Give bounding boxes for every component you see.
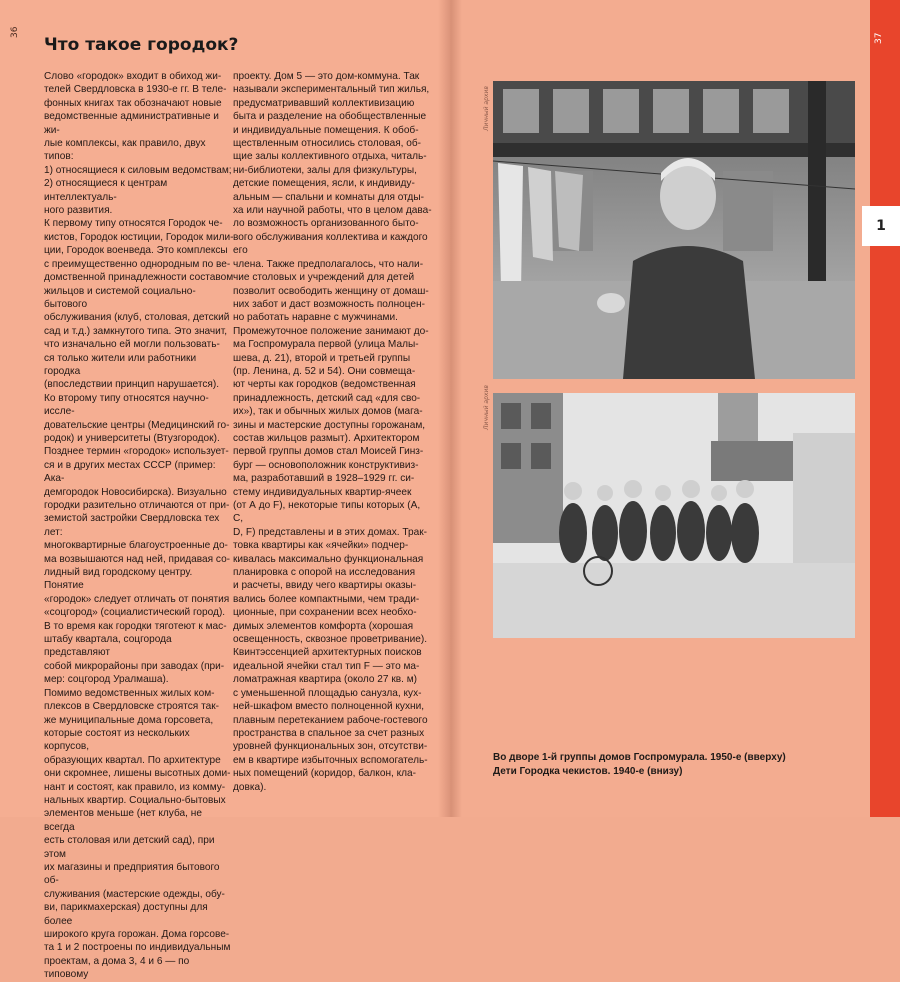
text-line: проектам, а дома 3, 4 и 6 — по типовому — [44, 955, 190, 981]
text-line: бург — основоположник конструктивиз- — [233, 459, 419, 471]
text-line: освещенность, сквозное проветривание). — [233, 634, 428, 646]
photo-courtyard-woman — [493, 81, 855, 379]
text-line: проекту. Дом 5 — это дом-коммуна. Так — [233, 71, 420, 82]
text-line: ся и в других местах СССР (пример: Ака- — [44, 459, 216, 485]
text-column-2 — [233, 70, 433, 794]
text-line: та 1 и 2 построены по индивидуальным — [44, 942, 231, 954]
text-line: и расчеты, ввиду чего квартиры оказы- — [233, 580, 417, 592]
text-line: ви, парикмахерская) доступны для более — [44, 902, 208, 927]
text-line: ма возвышаются над ней, придавая со- — [44, 553, 231, 565]
text-line: с преимущественно однородным по ве- — [44, 258, 231, 270]
text-line: ных помещений (коридор, балкон, кла- — [233, 768, 417, 780]
text-line: ного развития. — [44, 205, 113, 217]
text-line: мер: соцгород Уралмаша). — [44, 674, 169, 686]
text-line: стему индивидуальных квартир-ячеек — [233, 486, 412, 498]
text-line: Слово «городок» входит в обиход жи- — [44, 71, 222, 82]
photo-children-image — [493, 393, 855, 638]
text-line: К первому типу относятся Городок че- — [44, 218, 223, 230]
text-line: с уменьшенной площадью санузла, кух- — [233, 687, 422, 699]
text-line: земистой застройки Свердловска тех лет: — [44, 513, 220, 538]
book-gutter — [438, 0, 462, 817]
text-line: и индивидуальные помещения. К обоб- — [233, 124, 419, 136]
text-line: ло возможность организованного быто- — [233, 218, 419, 230]
text-line: лые комплексы, как правило, двух типов: — [44, 138, 206, 163]
text-line: их магазины и предприятия бытового об- — [44, 861, 220, 887]
text-line: 1) относящиеся к силовым ведомствам; — [44, 164, 232, 176]
text-line: «соцгород» (социалистический город). — [44, 607, 226, 619]
page-title: Что такое городок? — [44, 35, 239, 55]
photo-caption — [493, 751, 833, 779]
chapter-accent-bar — [870, 0, 900, 817]
text-line: 2) относящиеся к центрам интеллектуаль- — [44, 178, 168, 203]
text-line: широкого круга горожан. Дома горсове- — [44, 929, 230, 940]
photo-credit-bottom: Личный архив — [483, 385, 490, 430]
text-line: (впоследствии принцип нарушается). — [44, 379, 220, 391]
text-line: зины и мастерские доступны горожанам, — [233, 419, 426, 431]
text-line: состав жильцов размыт). Архитектором — [233, 432, 420, 444]
text-line: нальных квартир. Социально-бытовых — [44, 794, 226, 806]
text-line: их»), так и обычных жилых домов (мага- — [233, 406, 423, 418]
text-line: Квинтэссенцией архитектурных поисков — [233, 647, 422, 659]
text-line: образующих квартал. По архитектуре — [44, 754, 221, 766]
text-line: же муниципальные дома горсовета, — [44, 714, 214, 726]
text-line: они скромнее, лишены высотных доми- — [44, 768, 231, 780]
text-line: ма Госпромурала первой (улица Малы- — [233, 339, 419, 351]
text-line: уровней функциональных зон, отсутстви- — [233, 741, 428, 753]
photo-courtyard-image — [493, 81, 855, 379]
text-line: но работать наравне с мужчинами. — [233, 312, 398, 324]
text-line: довка). — [233, 781, 267, 793]
text-line: родок) и университеты (Втузгородок). — [44, 432, 220, 444]
text-line: позволит освободить женщину от домаш- — [233, 285, 429, 297]
text-line: ции, Городок военведа. Это комплексы — [44, 245, 228, 257]
text-line: D, F) представлены и в этих домах. Трак- — [233, 526, 427, 538]
text-column-1 — [44, 70, 234, 982]
text-line: собой микрорайоны при заводах (при- — [44, 660, 225, 672]
text-line: детские помещения, ясли, к индивиду- — [233, 178, 415, 190]
text-line: пространства в спальное за счет разных — [233, 727, 425, 739]
text-line: телей Свердловска в 1930-е гг. В теле- — [44, 84, 227, 96]
text-line: Ко второму типу относятся научно-иссле- — [44, 392, 209, 418]
text-line: есть столовая или детский сад), при этом — [44, 835, 215, 860]
text-line: довательские центры (Медицинский го- — [44, 419, 230, 431]
text-line: служивания (мастерские одежды, обу- — [44, 888, 225, 900]
text-line: лидный вид городскому центру. Понятие — [44, 567, 193, 592]
text-line: идеальной ячейки стал тип F — это ма- — [233, 660, 420, 672]
text-line: товка квартиры как «ячейки» подчер- — [233, 540, 409, 552]
left-page — [0, 0, 450, 981]
text-line: щие залы коллективного отдыха, читаль- — [233, 151, 427, 163]
text-line: ют черты как городков (ведомственная — [233, 379, 416, 391]
text-line: первой группы домов стал Моисей Гинз- — [233, 446, 424, 458]
caption-line-bottom: Дети Городка чекистов. 1940-е (внизу) — [493, 766, 683, 777]
text-line: элементов меньше (нет клуба, не всегда — [44, 808, 202, 833]
text-line: шева, д. 21), второй и третьей группы — [233, 352, 411, 364]
page-number-right: 37 — [874, 32, 884, 44]
text-line: альным — спальни и комнаты для отды- — [233, 191, 424, 203]
text-line: нант и состоят, как правило, из комму- — [44, 781, 226, 793]
text-line: планировка с опорой на исследования — [233, 567, 416, 579]
text-line: городки разительно отличаются от при- — [44, 500, 230, 511]
text-line: быта и разделение на обобществленные — [233, 111, 427, 123]
text-line: обслуживания (клуб, столовая, детский — [44, 312, 230, 324]
text-line: Промежуточное положение занимают до- — [233, 325, 429, 337]
text-line: ней-шкафом вместо полноценной кухни, — [233, 701, 425, 713]
text-line: штабу квартала, соцгорода представляют — [44, 634, 172, 659]
text-line: (пр. Ленина, д. 52 и 54). Они совмеща- — [233, 365, 416, 377]
text-line: сад и т.д.) замкнутого типа. Это значит, — [44, 325, 228, 337]
chapter-tab: 1 — [862, 206, 900, 246]
text-line: них забот и даст возможность полноцен- — [233, 298, 425, 310]
caption-line-top: Во дворе 1-й группы домов Госпромурала. 1950-е (вверху) — [493, 752, 786, 763]
text-line: которые состоят из нескольких корпусов, — [44, 727, 190, 753]
text-line: домственной принадлежности составом — [44, 272, 234, 284]
text-line: демгородок Новосибирска). Визуально — [44, 486, 227, 498]
text-line: ма, разработавший в 1928–1929 гг. си- — [233, 473, 415, 485]
text-line: жильцов и системой социально-бытового — [44, 285, 196, 310]
text-line: ся только жители или работники городка — [44, 352, 197, 377]
text-line: вого обслуживания коллектива и каждого его — [233, 231, 428, 257]
photo-credit-top: Личный архив — [483, 86, 490, 131]
text-line: кивалась максимально функциональная — [233, 553, 424, 565]
text-line: кистов, Городок юстиции, Городок мили- — [44, 231, 234, 243]
text-line: ни-библиотеки, залы для физкультуры, — [233, 164, 417, 176]
text-line: предусматривавший коллективизацию — [233, 97, 415, 109]
text-line: ществленным относились столовая, об- — [233, 138, 422, 150]
text-line: ционные, при сохранении всех необхо- — [233, 607, 417, 619]
text-line: многоквартирные благоустроенные до- — [44, 540, 228, 552]
text-line: ем в квартире избыточных вспомогатель- — [233, 754, 428, 766]
text-line: (от А до F), некоторые типы которых (А, С, — [233, 500, 421, 525]
page-number-left: 36 — [10, 26, 20, 38]
text-line: принадлежность, детский сад «для сво- — [233, 392, 421, 404]
text-line: плексов в Свердловске строятся так- — [44, 701, 219, 713]
text-line: вались более компактными, чем тради- — [233, 593, 420, 605]
text-line: чие столовых и учреждений для детей — [233, 272, 415, 284]
photo-children-yard — [493, 393, 855, 638]
text-line: Позднее термин «городок» использует- — [44, 446, 229, 458]
text-line: ха или научной работы, что в целом дава- — [233, 205, 432, 217]
text-line: что изначально ей могли пользовать- — [44, 339, 220, 351]
text-line: «городок» следует отличать от понятия — [44, 593, 230, 605]
text-line: димых элементов комфорта (хорошая — [233, 620, 414, 632]
text-line: плавным перетеканием рабоче-гостевого — [233, 714, 428, 726]
text-line: Помимо ведомственных жилых ком- — [44, 687, 215, 699]
text-line: В то время как городки тяготеют к мас- — [44, 620, 227, 632]
text-line: члена. Также предполагалось, что нали- — [233, 258, 424, 270]
text-line: ведомственные административные и жи- — [44, 111, 219, 136]
text-line: называли экспериментальный тип жилья, — [233, 84, 430, 96]
text-line: ломатражная квартира (около 27 кв. м) — [233, 674, 418, 686]
text-line: фонных книгах так обозначают новые — [44, 97, 222, 109]
